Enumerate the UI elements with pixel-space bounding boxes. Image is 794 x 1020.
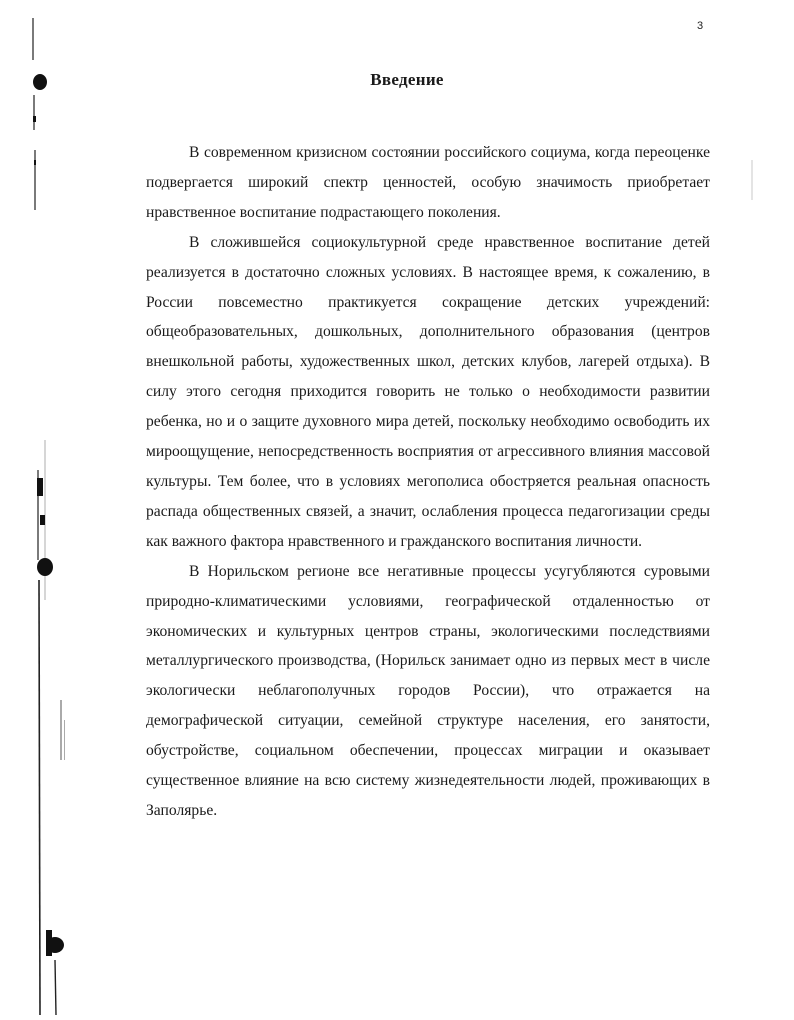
paragraph: В современном кризисном состоянии российского социума, когда переоценке подвергается широкий спектр ценностей, особую значимость приобретает нравственное воспитание подрастающего поколения. [146, 144, 710, 221]
body-text [146, 138, 710, 826]
page-title: Введение [370, 70, 444, 89]
page-number: 3 [697, 20, 704, 32]
paragraph: В сложившейся социокультурной среде нравственное воспитание детей реализуется в достаточно сложных условиях. В настоящее время, к сожалению, в России повсеместно практикуется сокращение детских учреждений: общеобразовательных, дошкольных, дополнительного образования (центров внешкольной работы, художественных школ, детских клубов, лагерей отдыха). В силу этого сегодня приходится говорить не только о необходимости развитии ребенка, но и о защите духовного мира детей, поскольку необходимо освободить их мироощущение, непосредственность восприятия от агрессивного влияния массовой культуры. Тем более, что в условиях мегополиса обостряется реальная опасность распада общественных связей, а значит, ослабления процесса педагогизации среды как важного фактора нравственного и гражданского воспитания личности. [146, 233, 710, 550]
paragraph: В Норильском регионе все негативные процессы усугубляются суровыми природно-климатическими условиями, географической отдаленностью от экономических и культурных центров страны, экологическими последствиями металлургического производства, (Норильск занимает одно из первых мест в числе экологически неблагополучных городов России), что отражается на демографической ситуации, семейной структуре населения, его занятости, обустройстве, социальном обеспечении, процессах миграции и оказывает существенное влияние на всю систему жизнедеятельности людей, проживающих в Заполярье. [146, 562, 710, 819]
